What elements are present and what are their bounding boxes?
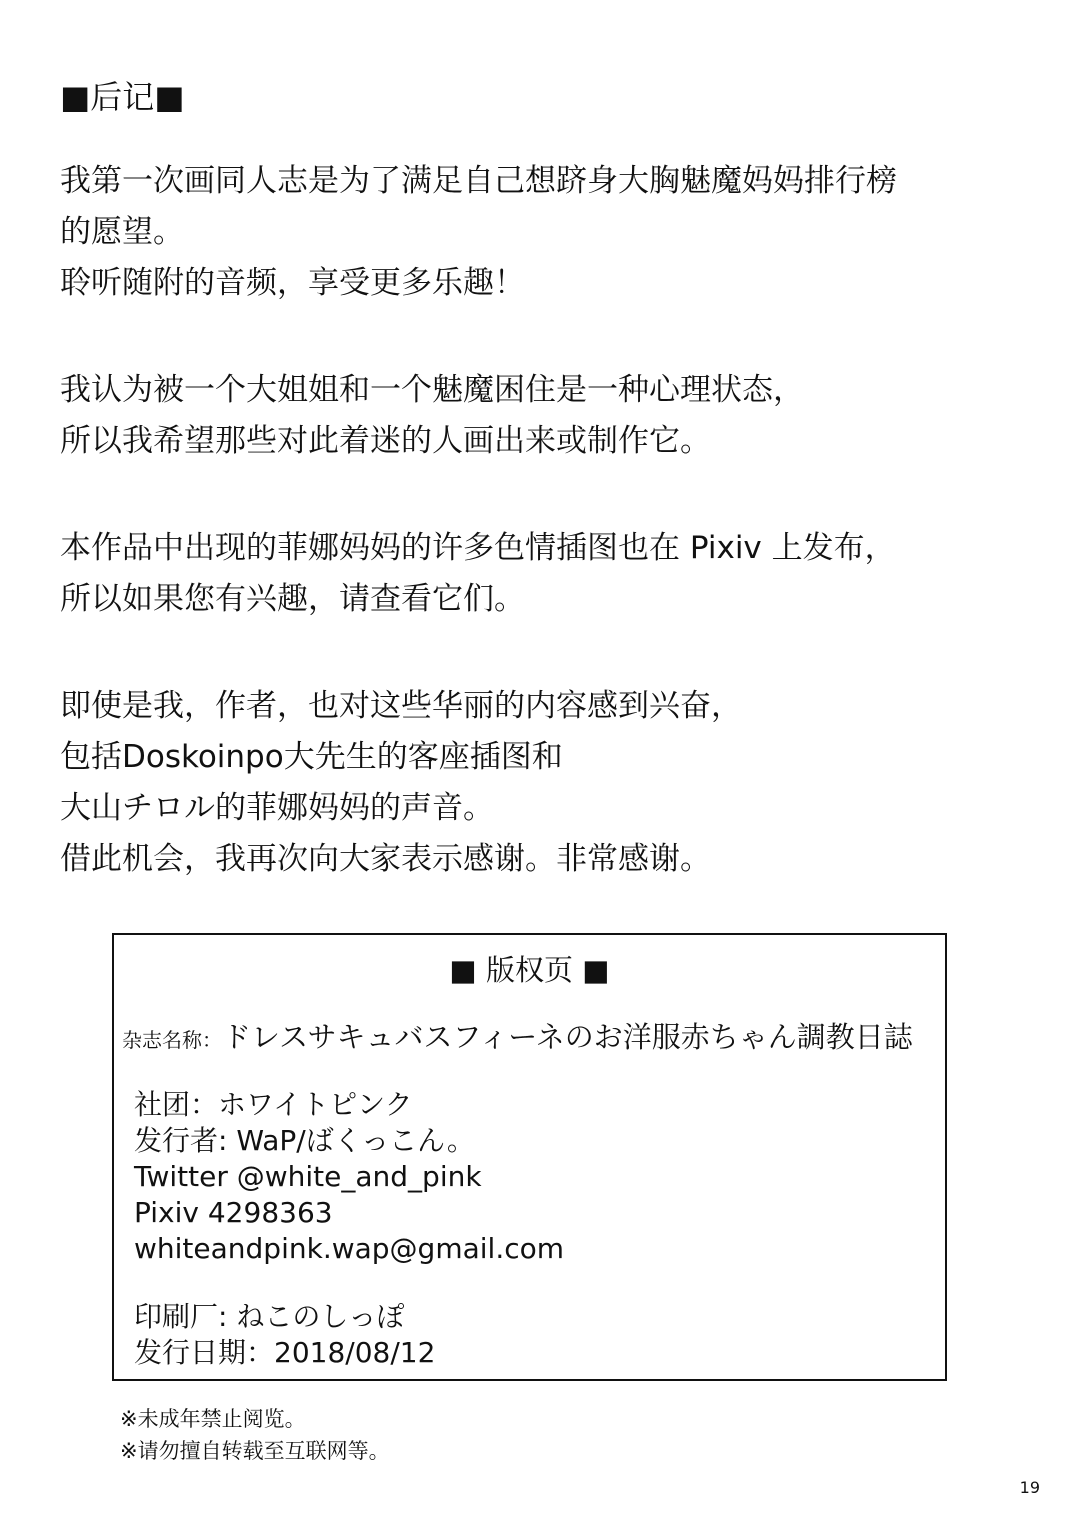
- release-date-line: 发行日期：2018/08/12: [134, 1336, 436, 1369]
- afterword-paragraph-4: [60, 681, 1020, 885]
- circle-line: 社团：ホワイトピンク: [134, 1088, 413, 1121]
- note-line: ※请勿擅自转载至互联网等。: [120, 1439, 390, 1463]
- email-line: whiteandpink.wap@gmail.com: [134, 1232, 565, 1265]
- afterword-line: 的愿望。: [60, 214, 184, 250]
- afterword-line: 我认为被一个大姐姐和一个魅魔困住是一种心理状态，: [60, 372, 804, 408]
- pixiv-line: Pixiv 4298363: [134, 1196, 333, 1229]
- colophon-box: [112, 933, 947, 1381]
- print-info: [134, 1299, 435, 1371]
- page-number: 19: [1019, 1478, 1040, 1497]
- afterword-line: 所以我希望那些对此着迷的人画出来或制作它。: [60, 423, 711, 459]
- afterword-paragraph-1: [60, 156, 1020, 309]
- colophon-title: ■ 版权页 ■: [449, 953, 610, 987]
- notes: [120, 1403, 390, 1467]
- publisher-info: [134, 1087, 564, 1267]
- afterword-line: 即使是我，作者，也对这些华丽的内容感到兴奋，: [60, 688, 742, 724]
- magazine-name-row: [122, 1015, 913, 1064]
- afterword-line: 包括Doskoinpo大先生的客座插图和: [60, 739, 563, 775]
- afterword-line: 大山チロル的菲娜妈妈的声音。: [60, 790, 494, 826]
- afterword-paragraph-2: [60, 365, 1020, 467]
- afterword-paragraph-3: [60, 523, 1020, 625]
- afterword-title: ■后记■: [60, 78, 185, 116]
- note-line: ※未成年禁止阅览。: [120, 1407, 306, 1431]
- afterword-line: 所以如果您有兴趣，请查看它们。: [60, 581, 525, 617]
- afterword-line: 借此机会，我再次向大家表示感谢。非常感谢。: [60, 841, 711, 877]
- magazine-name-label: 杂志名称：: [122, 1028, 222, 1052]
- printer-line: 印刷厂: ねこのしっぽ: [134, 1300, 405, 1333]
- afterword-line: 本作品中出现的菲娜妈妈的许多色情插图也在 Pixiv 上发布，: [60, 530, 896, 566]
- afterword-line: 我第一次画同人志是为了满足自己想跻身大胸魅魔妈妈排行榜: [60, 163, 897, 199]
- afterword-line: 聆听随附的音频，享受更多乐趣！: [60, 265, 525, 301]
- magazine-name-value: ドレスサキュバスフィーネのお洋服赤ちゃん調教日誌: [222, 1020, 913, 1054]
- afterword-body: [60, 156, 1020, 941]
- twitter-line: Twitter @white_and_pink: [134, 1160, 482, 1193]
- publisher-line: 发行者: WaP/ばくっこん。: [134, 1124, 475, 1157]
